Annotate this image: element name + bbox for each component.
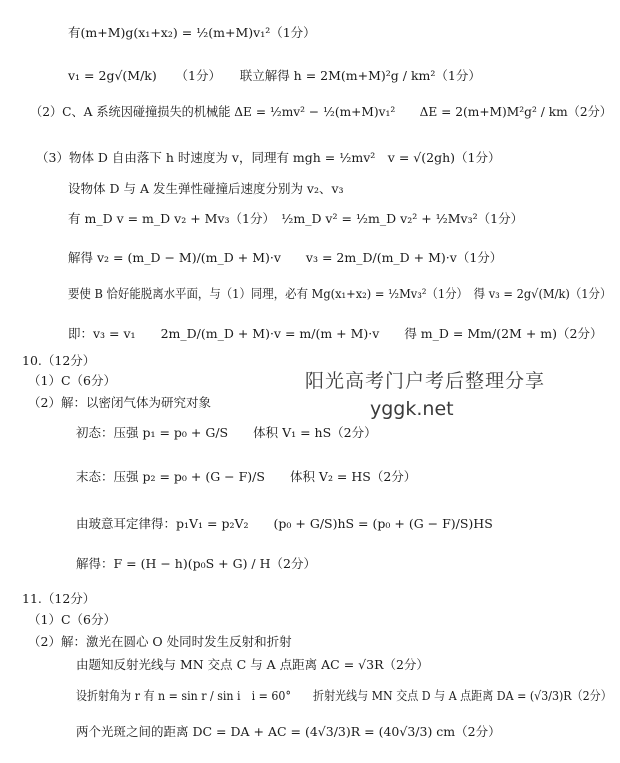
text-line-1: 有(m+M)g(x₁+x₂) = ½(m+M)v₁²（1分） (68, 25, 316, 40)
text-line-7: 解得 v₂ = (m_D − M)/(m_D + M)·v v₃ = 2m_D/(m_D + M)·v（1分） (68, 250, 503, 265)
section-heading-11: 11.（12分） (22, 591, 96, 606)
text-line-2: v₁ = 2g√(M/k) （1分） 联立解得 h = 2M(m+M)²g / km²（1分） (68, 68, 481, 83)
text-line-9: 即：v₃ = v₁ 2m_D/(m_D + M)·v = m/(m + M)·v 得 m_D = Mm/(2M + m)（2分） (68, 326, 603, 341)
text-line-11: （1）C（6分） (28, 373, 116, 388)
text-line-21: 设折射角为 r 有 n = sin r / sin i i = 60° 折射光线与 MN 交点 D 与 A 点距离 DA = (√3/3)R（2分） (76, 688, 612, 703)
text-line-20: 由题知反射光线与 MN 交点 C 与 A 点距离 AC = √3R（2分） (76, 657, 429, 672)
section-heading-10: 10.（12分） (22, 353, 96, 368)
text-line-5: 设物体 D 与 A 发生弹性碰撞后速度分别为 v₂、v₃ (68, 181, 344, 196)
text-line-13: 初态：压强 p₁ = p₀ + G/S 体积 V₁ = hS（2分） (76, 425, 377, 440)
text-line-19: （2）解：激光在圆心 O 处同时发生反射和折射 (28, 634, 292, 649)
text-line-18: （1）C（6分） (28, 612, 116, 627)
text-line-8: 要使 B 恰好能脱离水平面，与（1）同理，必有 Mg(x₁+x₂) = ½Mv₃²（1分） 得 v₃ = 2g√(M/k)（1分） (68, 286, 612, 301)
text-line-16: 解得：F = (H − h)(p₀S + G) / H（2分） (76, 556, 316, 571)
text-line-12: （2）解：以密闭气体为研究对象 (28, 395, 211, 410)
watermark-title: 阳光高考门户考后整理分享 (305, 370, 546, 392)
text-line-6: 有 m_D v = m_D v₂ + Mv₃（1分） ½m_D v² = ½m_D v₂² + ½Mv₃²（1分） (68, 211, 524, 226)
text-line-4: （3）物体 D 自由落下 h 时速度为 v，同理有 mgh = ½mv² v = √(2gh)（1分） (36, 150, 501, 165)
watermark-url: yggk.net (370, 398, 454, 420)
text-line-14: 末态：压强 p₂ = p₀ + (G − F)/S 体积 V₂ = HS（2分） (76, 469, 417, 484)
text-line-3: （2）C、A 系统因碰撞损失的机械能 ΔE = ½mv² − ½(m+M)v₁² ΔE = 2(m+M)M²g² / km（2分） (30, 104, 612, 119)
text-line-22: 两个光斑之间的距离 DC = DA + AC = (4√3/3)R = (40√3/3) cm（2分） (76, 724, 501, 739)
text-line-15: 由玻意耳定律得：p₁V₁ = p₂V₂ (p₀ + G/S)hS = (p₀ + (G − F)/S)HS (76, 516, 493, 531)
